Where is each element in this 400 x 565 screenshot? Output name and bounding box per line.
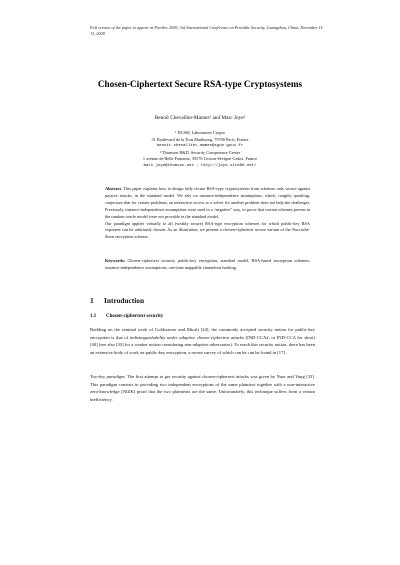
abstract-label: Abstract.: [105, 186, 123, 191]
keywords: [105, 258, 310, 272]
keywords-label: Keywords:: [105, 258, 126, 263]
section-title: Introduction: [104, 296, 145, 305]
header-note: Full version of the paper to appear at ProvSec 2009, 3rd International Conference on Provable Security, Guangzhou, China, November 11-13, 2009.: [90, 25, 324, 36]
affiliation-2: ² Thomson R&D, Security Competence Center: [159, 149, 241, 155]
para1-part-b: indistinguishability under adaptive chosen-ciphertext attacks: [129, 334, 244, 340]
subsection-number: 1.1: [90, 314, 97, 319]
para1-part-a: Building on the seminal work of Goldwasser and Micali [24], the commonly accepted security notion for public-key encryption is that of: [90, 327, 315, 340]
affiliation-1-email: benoit.chevallier-mames@sgdn.gouv.fr: [156, 144, 244, 149]
paper-title: Chosen-Ciphertext Secure RSA-type Cryptosystems: [97, 79, 303, 89]
subsection-heading: [90, 313, 320, 320]
affiliation-1-address: 51 Boulevard de la Tour Maubourg, 75700 Paris, France: [151, 136, 249, 142]
keywords-text: Chosen-ciphertext security, public-key encryption, standard model, RSA-based encryption schemes, instance-independence assumptions, one-time mappable chameleon hashing.: [105, 258, 311, 270]
subsection-title: Chosen-ciphertext security: [106, 314, 164, 319]
body-paragraph-2: [90, 373, 315, 403]
para2-part-b: The first attempt to get security against chosen-ciphertext attacks was given by Naor and Yung [33]. This paradigm consists in providing two independent encryptions of the same plaintext together with a non-interactive zero-knowledge (NIZK) proof that the two plaintexts are the same. Unfortunately, this technique suffers from a certain inefficiency.: [90, 374, 316, 402]
abstract-text-2: Our paradigm applies virtually to all (weakly secure) RSA-type encryption schemes for which public-key RSA exponent can be arbitrarily chosen. As an illustration, we present a chosen-ciphertext secure variant of the Naccache-Stern encryption scheme.: [105, 220, 310, 240]
section-heading: [90, 296, 320, 306]
section-number: 1: [90, 296, 94, 305]
affiliation-1: ¹ DCSSI, Laboratoire Crypto: [175, 130, 225, 135]
para2-part-a: Two-key paradigm.: [90, 374, 126, 379]
abstract-text-1: This paper explains how to design fully secure RSA-type cryptosystems from schemes only secure against passive attacks, in the standard model. We rely on instance-independence assumptions, which, roughly speaking, conjecture that for certain problems, an interactive access to a solver for another problem does not help the challenger. Previously, instance-independence assumptions were used in a “negative” way, to prove that certain schemes proven in the random oracle model were not provable in the standard model.: [105, 186, 310, 219]
affiliation-2-email: marc.joye@thomson.net - http://joye.site88.net/: [143, 163, 257, 168]
affiliation-2-address: 1 avenue de Belle Fontaine, 35576 Cesson-Sévigné Cedex, France: [142, 156, 258, 162]
abstract: [105, 186, 310, 241]
body-paragraph-1: [90, 326, 315, 356]
affiliations: [95, 130, 305, 170]
para1-part-c: (IND-CCA2, or IND-CCA for short) [40] (see also [33] for a weaker notion considering non-adaptive adversaries). To reach this security notion, there has been an extensive body of work on public-key encryption, a recent survey of which can be can be found in [17].: [90, 334, 315, 355]
authors-line: Benoît Chevallier-Mames¹ and Marc Joye²: [154, 115, 246, 121]
